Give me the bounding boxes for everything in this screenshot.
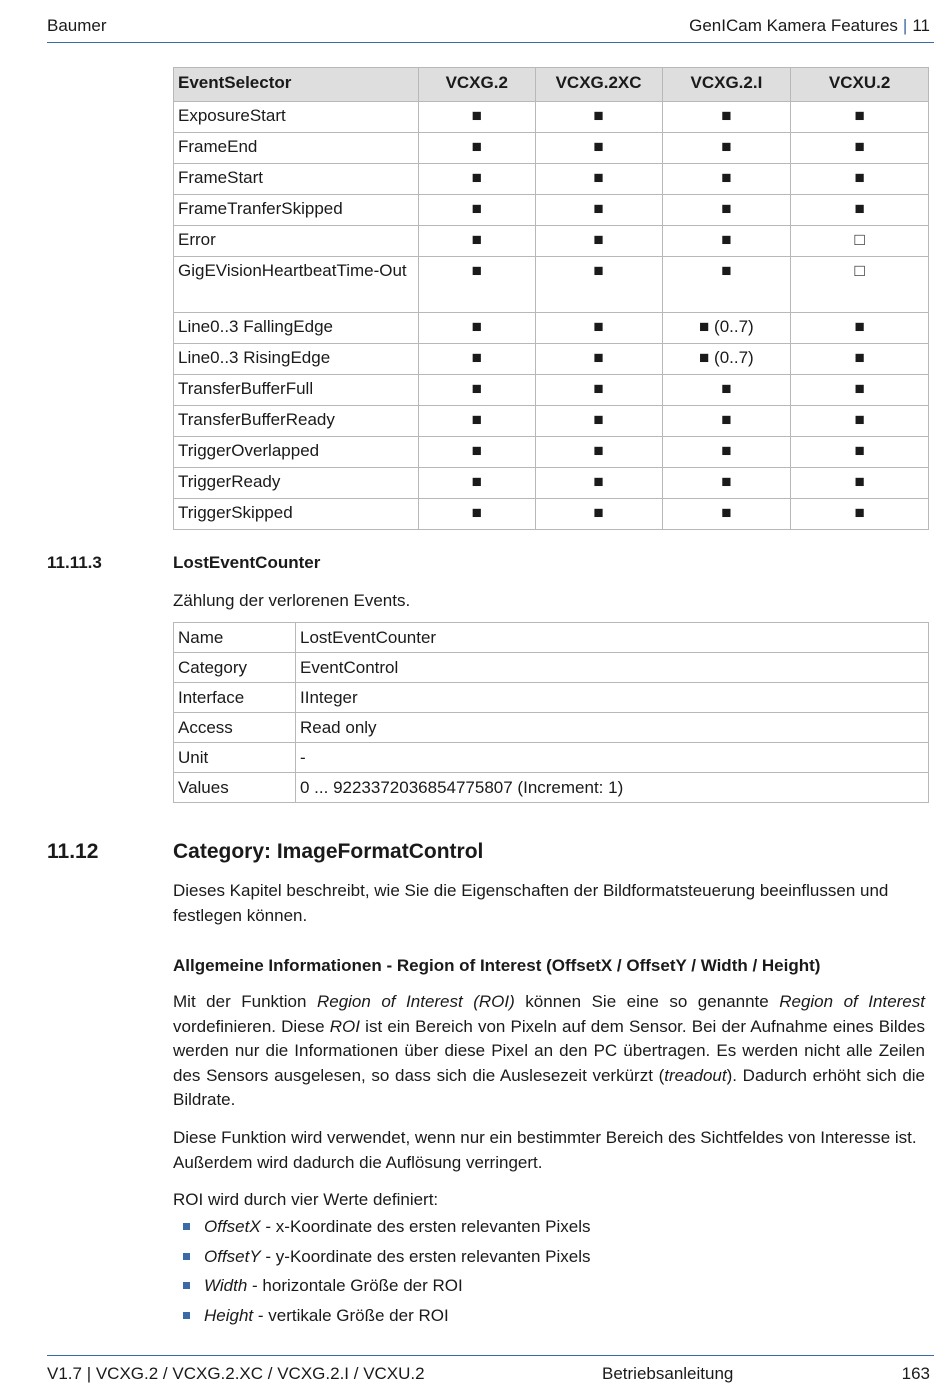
support-mark-cell: ■ [418, 195, 535, 226]
page-footer [47, 1355, 934, 1386]
chapter-intro: Dieses Kapitel beschreibt, wie Sie die Eigenschaften der Bildformatsteuerung beeinflussen und festlegen können. [173, 881, 889, 925]
feature-properties-table [173, 622, 929, 803]
header-brand: Baumer [47, 16, 107, 35]
list-item [183, 1217, 590, 1247]
table-row [174, 468, 929, 499]
list-item-text: - horizontale Größe der ROI [247, 1276, 463, 1295]
bullet-square-icon [183, 1223, 190, 1230]
table-row [174, 623, 929, 653]
support-mark-cell: ■ [418, 102, 535, 133]
support-mark-cell: ■ [791, 344, 929, 375]
table-row [174, 344, 929, 375]
support-mark-cell: ■ [535, 468, 662, 499]
footer-document-type: Betriebsanleitung [602, 1364, 734, 1383]
support-mark-cell: ■ [418, 468, 535, 499]
support-mark-cell: ■ [535, 406, 662, 437]
support-mark-cell: ■ [662, 102, 791, 133]
support-mark-cell: ■ [418, 406, 535, 437]
emphasis-text: Region of Interest [779, 992, 925, 1011]
support-mark-cell: □ [791, 226, 929, 257]
event-name-cell: FrameEnd [174, 133, 419, 164]
property-key-cell: Unit [174, 743, 296, 773]
roi-values-list [183, 1217, 590, 1335]
list-item-term: OffsetX [204, 1217, 261, 1236]
list-item [183, 1276, 590, 1306]
support-mark-cell: ■ [418, 437, 535, 468]
support-mark-cell: ■ [418, 257, 535, 313]
event-name-cell: TriggerSkipped [174, 499, 419, 530]
support-mark-cell: ■ [791, 406, 929, 437]
section-number: 11.11.3 [47, 553, 102, 572]
support-mark-cell: ■ [418, 313, 535, 344]
bullet-square-icon [183, 1253, 190, 1260]
support-mark-cell: ■ [791, 499, 929, 530]
event-name-cell: TransferBufferReady [174, 406, 419, 437]
emphasis-text: Region of Interest (ROI) [316, 992, 515, 1011]
event-name-cell: FrameTranferSkipped [174, 195, 419, 226]
support-mark-cell: ■ [662, 437, 791, 468]
text-run: Mit der Funktion [173, 992, 317, 1011]
footer-product-list: V1.7 | VCXG.2 / VCXG.2.XC / VCXG.2.I / VCXU.2 [47, 1364, 425, 1383]
table-row [174, 102, 929, 133]
table-row [174, 195, 929, 226]
support-mark-cell: ■ [535, 164, 662, 195]
support-mark-cell: ■ [662, 499, 791, 530]
emphasis-text: treadout [664, 1065, 727, 1085]
property-value-cell: LostEventCounter [296, 623, 929, 653]
table-row [174, 773, 929, 803]
list-item [183, 1306, 590, 1336]
support-mark-cell: ■ [535, 133, 662, 164]
event-name-cell: TransferBufferFull [174, 375, 419, 406]
list-item-text: - y-Koordinate des ersten relevanten Pixels [260, 1246, 591, 1266]
property-key-cell: Interface [174, 683, 296, 713]
table-row [174, 406, 929, 437]
support-mark-cell: ■ [662, 375, 791, 406]
property-key-cell: Access [174, 713, 296, 743]
text-run: ist ein Bereich von Pixeln auf dem Sensor. Bei der Aufnahme eines Bildes werden nur die Informationen über diese Pixel an den PC übertragen. Es werden nicht alle Zeilen des Sensors ausgelesen, so dass sich die Auslesezeit verkürzt ( [173, 1016, 925, 1085]
list-item-text: - x-Koordinate des ersten relevanten Pixels [260, 1217, 591, 1236]
event-name-cell: TriggerReady [174, 468, 419, 499]
support-mark-cell: ■ [662, 133, 791, 164]
support-mark-cell: ■ [535, 195, 662, 226]
support-mark-cell: ■ [418, 164, 535, 195]
support-mark-cell: ■ [535, 313, 662, 344]
support-mark-cell: ■ [535, 102, 662, 133]
property-key-cell: Category [174, 653, 296, 683]
event-name-cell: TriggerOverlapped [174, 437, 419, 468]
support-mark-cell: ■ [535, 344, 662, 375]
roi-values-intro: ROI wird durch vier Werte definiert: [173, 1190, 439, 1209]
event-name-cell: GigEVisionHeartbeatTime-Out [174, 257, 419, 313]
header-chapter-title [689, 16, 930, 36]
table-row [174, 164, 929, 195]
support-mark-cell: ■ [662, 226, 791, 257]
page-header [47, 14, 934, 43]
support-mark-cell: ■ [791, 313, 929, 344]
section-description: Zählung der verlorenen Events. [173, 591, 411, 610]
property-value-cell: Read only [296, 713, 929, 743]
roi-usage-paragraph: Diese Funktion wird verwendet, wenn nur ein bestimmter Bereich des Sichtfeldes von Interesse ist. Außerdem wird dadurch die Auflösung verringert. [173, 1128, 917, 1172]
table-row [174, 683, 929, 713]
table-header-row [174, 68, 929, 102]
list-item [183, 1247, 590, 1277]
table-row [174, 713, 929, 743]
support-mark-cell: ■ [418, 499, 535, 530]
table-row [174, 375, 929, 406]
bullet-square-icon [183, 1282, 190, 1289]
support-mark-cell: □ [791, 257, 929, 313]
column-header: VCXG.2 [418, 68, 535, 102]
emphasis-text: ROI [329, 1016, 361, 1036]
support-mark-cell: ■ [662, 406, 791, 437]
support-mark-cell: ■ [535, 437, 662, 468]
support-mark-cell: ■ [418, 344, 535, 375]
support-mark-cell: ■ [662, 164, 791, 195]
support-mark-cell: ■ [662, 257, 791, 313]
support-mark-cell: ■ (0..7) [662, 344, 791, 375]
list-item-text: - vertikale Größe der ROI [253, 1305, 449, 1325]
text-run: können Sie eine so genannte [514, 992, 780, 1011]
event-name-cell: Error [174, 226, 419, 257]
table-row [174, 437, 929, 468]
property-value-cell: 0 ... 9223372036854775807 (Increment: 1) [296, 773, 929, 803]
support-mark-cell: ■ [791, 437, 929, 468]
event-selector-table [173, 67, 929, 530]
column-header: VCXG.2.I [662, 68, 791, 102]
event-name-cell: Line0..3 RisingEdge [174, 344, 419, 375]
support-mark-cell: ■ [662, 468, 791, 499]
column-header: EventSelector [174, 68, 419, 102]
support-mark-cell: ■ [535, 499, 662, 530]
support-mark-cell: ■ [791, 375, 929, 406]
column-header: VCXG.2XC [535, 68, 662, 102]
feature-table-body [174, 623, 929, 803]
property-value-cell: - [296, 743, 929, 773]
support-mark-cell: ■ [791, 102, 929, 133]
table-row [174, 653, 929, 683]
list-item-term: Width [204, 1276, 248, 1295]
chapter-number: 11.12 [47, 840, 99, 863]
table-row [174, 133, 929, 164]
roi-paragraph [173, 990, 925, 1113]
roi-subheading: Allgemeine Informationen - Region of Interest (OffsetX / OffsetY / Width / Height) [173, 956, 821, 975]
support-mark-cell: ■ [535, 257, 662, 313]
header-separator: | [902, 16, 908, 35]
list-item-term: OffsetY [204, 1246, 261, 1266]
support-mark-cell: ■ (0..7) [662, 313, 791, 344]
bullet-square-icon [183, 1312, 190, 1319]
list-item-term: Height [204, 1305, 254, 1325]
support-mark-cell: ■ [418, 375, 535, 406]
support-mark-cell: ■ [791, 195, 929, 226]
support-mark-cell: ■ [535, 226, 662, 257]
support-mark-cell: ■ [418, 226, 535, 257]
property-value-cell: EventControl [296, 653, 929, 683]
table-row [174, 499, 929, 530]
page-number: 163 [901, 1364, 930, 1383]
support-mark-cell: ■ [535, 375, 662, 406]
event-name-cell: FrameStart [174, 164, 419, 195]
section-title: LostEventCounter [173, 553, 321, 572]
text-run: ). Dadurch erhöht sich die Bildrate. [173, 1065, 925, 1110]
support-mark-cell: ■ [662, 195, 791, 226]
text-run: vordefinieren. Diese [173, 1016, 330, 1036]
chapter-title: Category: ImageFormatControl [173, 840, 484, 863]
event-table-body [174, 102, 929, 530]
table-row [174, 257, 929, 313]
support-mark-cell: ■ [791, 133, 929, 164]
header-chapter-number: 11 [912, 16, 930, 35]
event-name-cell: Line0..3 FallingEdge [174, 313, 419, 344]
support-mark-cell: ■ [791, 468, 929, 499]
support-mark-cell: ■ [418, 133, 535, 164]
property-key-cell: Values [174, 773, 296, 803]
table-row [174, 313, 929, 344]
header-title: GenICam Kamera Features [689, 16, 898, 35]
property-value-cell: IInteger [296, 683, 929, 713]
table-row [174, 226, 929, 257]
table-row [174, 743, 929, 773]
property-key-cell: Name [174, 623, 296, 653]
support-mark-cell: ■ [791, 164, 929, 195]
column-header: VCXU.2 [791, 68, 929, 102]
event-name-cell: ExposureStart [174, 102, 419, 133]
